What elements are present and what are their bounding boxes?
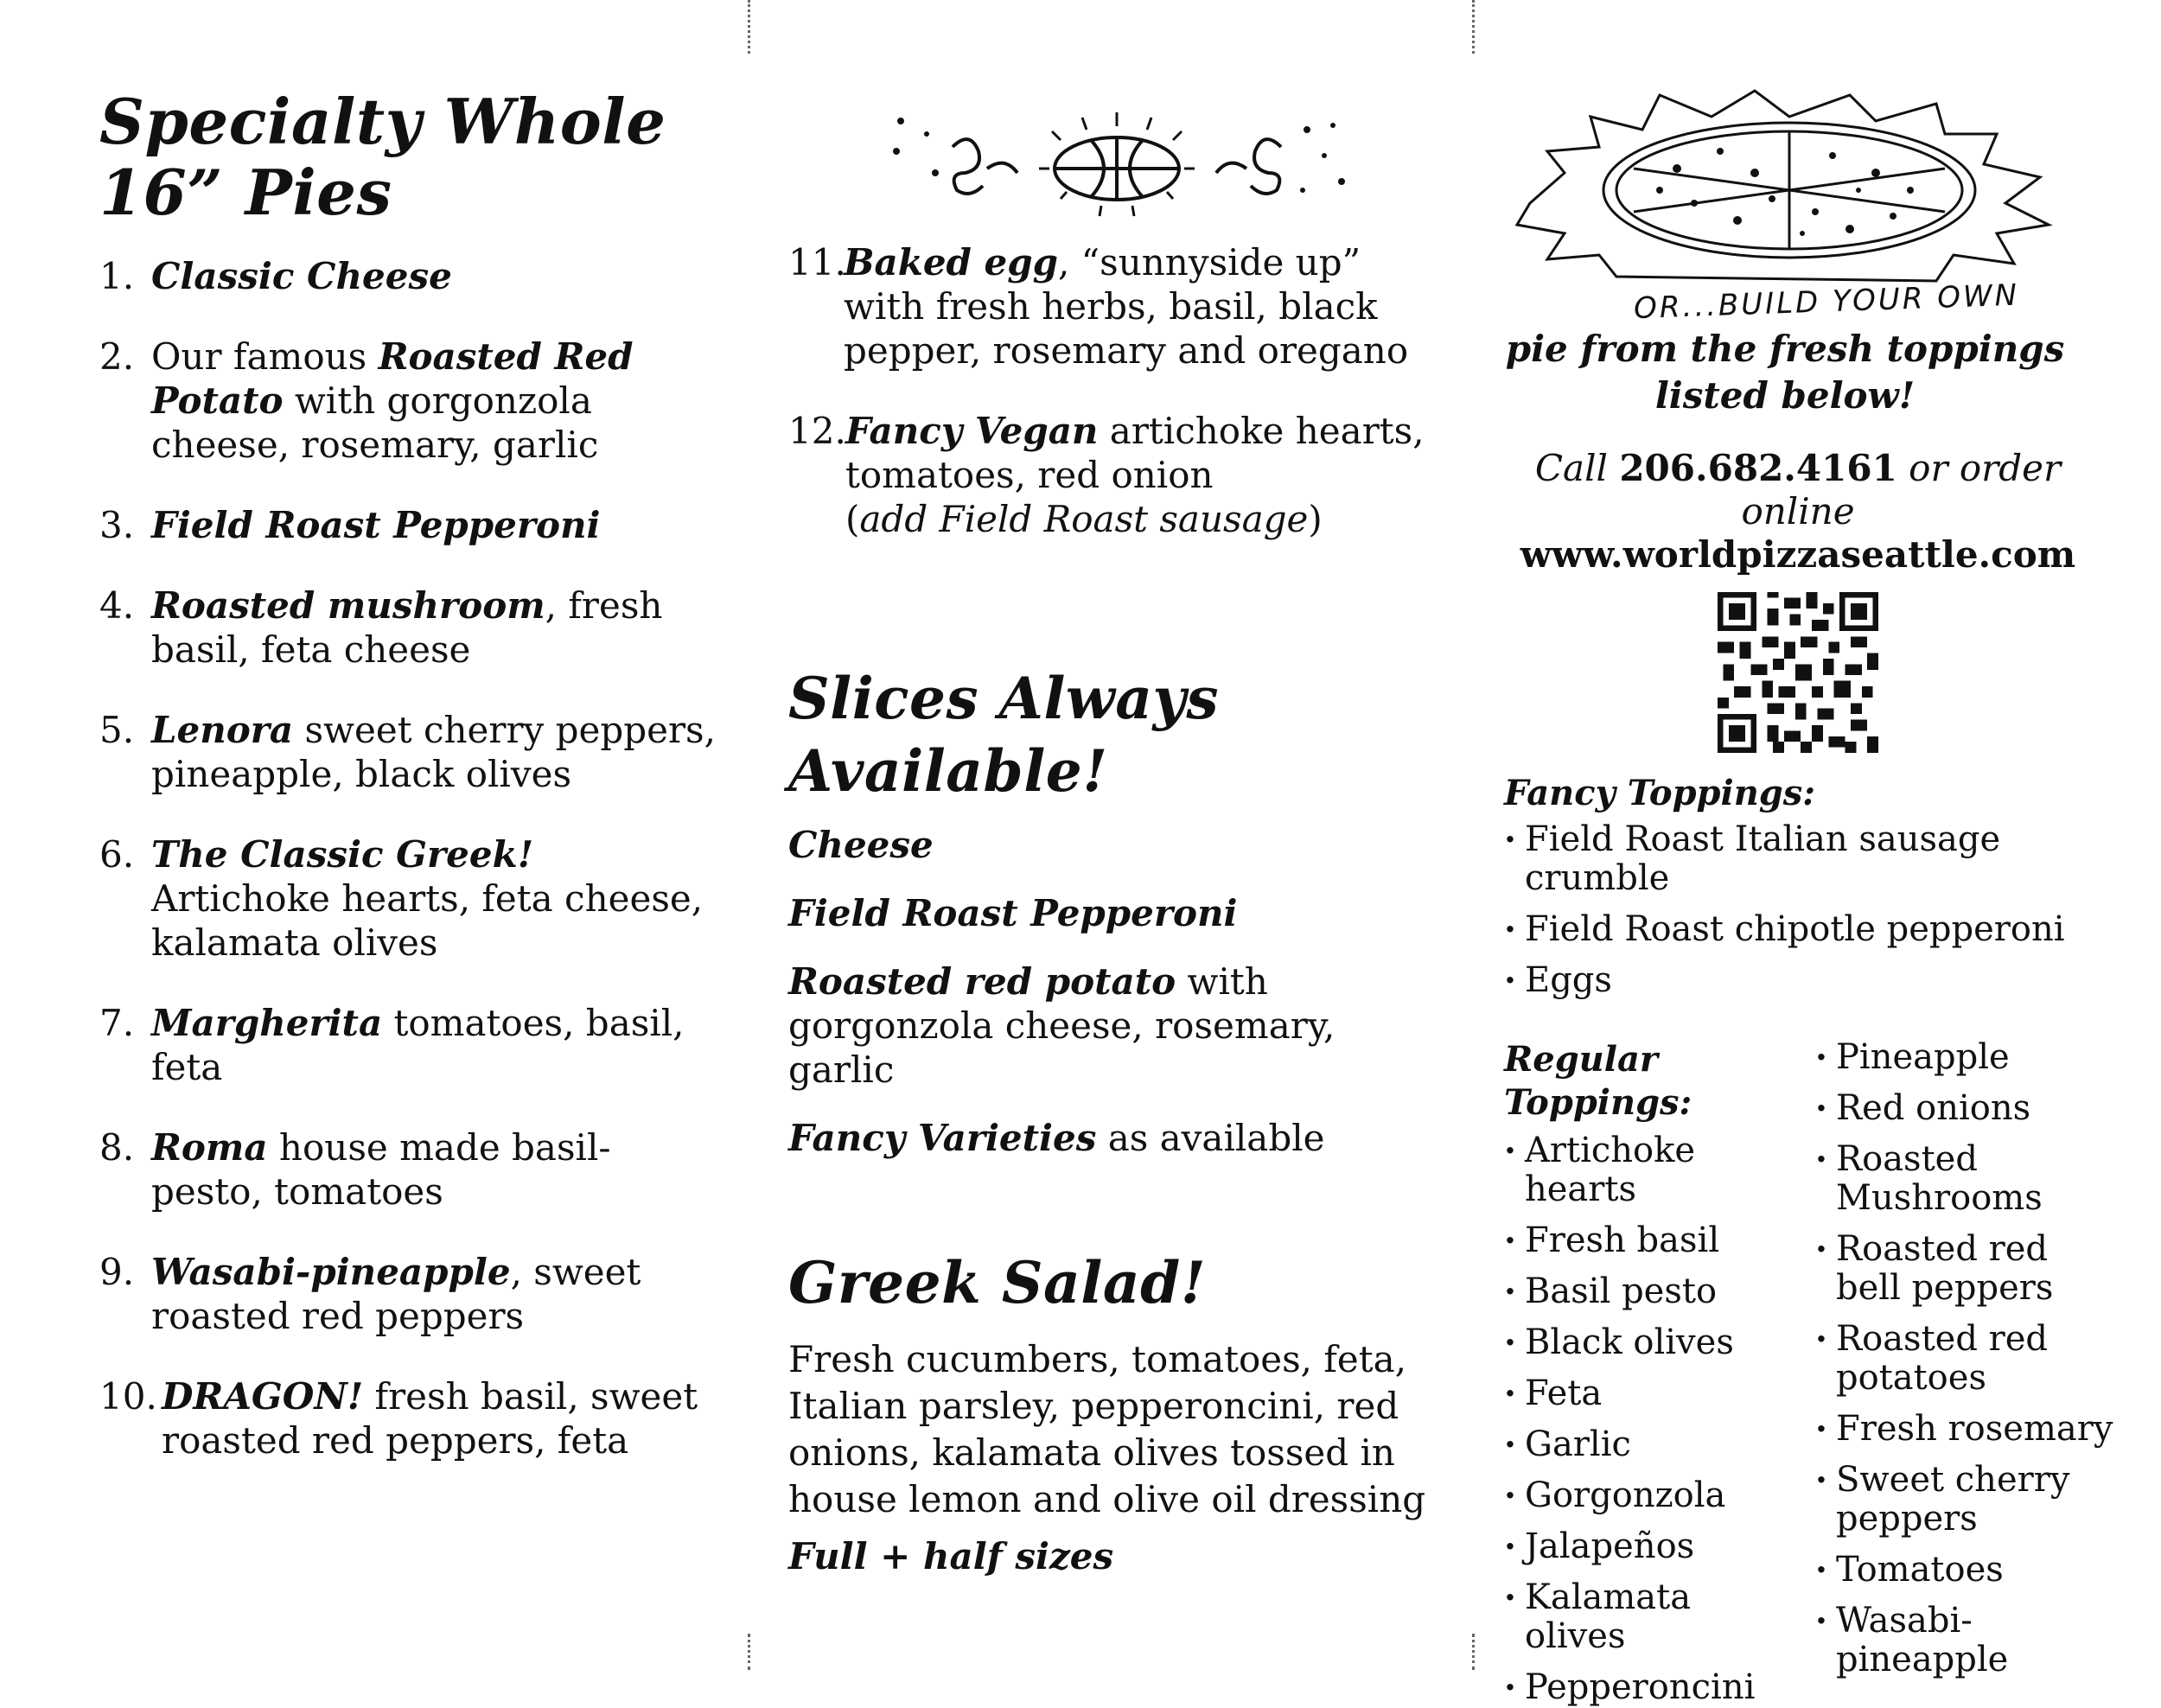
fold-mark-left-top [748,0,750,54]
regular-title-line2: Toppings: [1504,1082,1692,1123]
pie-desc: , sweet roasted red peppers [151,1251,641,1337]
pies-title-line1: Specialty Whole [99,85,666,158]
fancy-toppings [1504,772,2135,1000]
pizza-sketch-icon [1504,82,2066,290]
slice-cheese: Cheese [788,824,934,866]
pie-item-4 [99,583,722,672]
list-item: · Roasted red potatoes [1815,1320,2113,1398]
item-number: 1. [99,255,135,297]
list-item: · Tomatoes [1815,1551,2113,1590]
slice-potato-name: Roasted red potato [788,960,1176,1003]
pie-desc: sweet cherry peppers, pineapple, black olives [151,709,716,795]
item-number: 3. [99,504,135,546]
pie-desc: with gorgonzola cheese, rosemary, garlic [151,379,599,466]
list-item: · Eggs [1504,961,2135,1000]
list-item: · Red onions [1815,1089,2113,1128]
pie-item-12 [788,409,1445,541]
list-item: · Field Roast chipotle pepperoni [1504,910,2135,949]
list-item: · Gorgonzola [1504,1476,1802,1515]
contact-info [1504,447,2092,577]
pie-name: Baked egg [844,241,1058,284]
pie-pre: Our famous [151,335,379,378]
middle-column [788,95,1445,1580]
order-text: or order online [1741,447,2062,532]
pie-item-5 [99,708,722,796]
slice-fancy-name: Fancy Varieties [788,1117,1097,1159]
regular-title-line1: Regular [1504,1039,1658,1080]
pie-name: Wasabi-pineapple [151,1251,511,1293]
regular-toppings-list-1 [1504,1131,1802,1707]
item-number: 11. [788,241,846,284]
globe-ornament-icon [875,95,1359,225]
pie-desc: Artichoke hearts, feta cheese, kalamata olives [151,877,704,964]
pie-name: The Classic Greek! [151,833,534,876]
phone-number[interactable]: 206.682.4161 [1619,447,1897,489]
list-item: · Pepperoncini [1504,1668,1802,1707]
salad-sizes: Full + half sizes [788,1535,1114,1577]
list-item: · Field Roast Italian sausage crumble [1504,820,2135,898]
pie-item-2 [99,335,722,467]
regular-col2 [1815,1038,2113,1679]
fancy-toppings-list [1504,820,2135,1000]
list-item: · Wasabi-pineapple [1815,1602,2113,1679]
paren-close: ) [1308,498,1323,540]
paren-open: ( [845,498,860,540]
pie-name: Classic Cheese [151,255,452,297]
pie-item-10 [99,1374,722,1463]
call-word: Call [1534,447,1608,489]
pie-desc: fresh basil, sweet roasted red peppers, feta [162,1375,698,1462]
list-item: · Artichoke hearts [1504,1131,1802,1209]
item-number: 4. [99,584,135,627]
pies-list-continued [788,240,1445,541]
list-item: · Roasted red bell peppers [1815,1230,2113,1308]
fold-mark-left-bottom [748,1634,750,1670]
pie-item-6 [99,832,722,965]
pie-item-3 [99,503,722,547]
qr-code-icon[interactable] [1718,592,1878,753]
slice-fancy-desc: as available [1096,1117,1325,1159]
list-item: · Roasted Mushrooms [1815,1140,2113,1218]
build-line1: pie from the fresh toppings [1505,328,2065,370]
pie-desc: , fresh basil, feta cheese [151,584,663,671]
slice-potato-desc: with gorgonzola cheese, rosemary, garlic [788,960,1335,1091]
pies-list [99,254,722,1463]
website-link[interactable]: www.worldpizzaseattle.com [1520,533,2076,576]
slice-fancy [788,1116,1445,1160]
pie-name: Roasted Red Potato [151,335,634,422]
pie-name: Roasted mushroom [151,584,545,627]
pie-name: Margherita [151,1002,383,1044]
pie-item-1 [99,254,722,298]
build-line2: listed below! [1654,374,1916,417]
fold-mark-right-bottom [1472,1634,1475,1670]
build-your-own-label: OR...BUILD YOUR OWN [1633,277,2020,327]
list-item: · Jalapeños [1504,1527,1802,1566]
regular-toppings-list-2 [1815,1038,2113,1679]
pie-name: Lenora [151,709,294,751]
pie-extra: add Field Roast sausage [859,498,1309,540]
regular-col1 [1504,1038,1802,1707]
list-item: · Fresh rosemary [1815,1410,2113,1449]
slice-pepperoni: Field Roast Pepperoni [788,892,1238,934]
list-item: · Fresh basil [1504,1221,1802,1260]
pie-name: DRAGON! [162,1375,364,1418]
slices-list [788,823,1445,1160]
salad-title: Greek Salad! [788,1249,1207,1316]
pie-name: Field Roast Pepperoni [151,504,601,546]
list-item: · Kalamata olives [1504,1578,1802,1656]
pie-name: Roma [151,1126,268,1169]
list-item: · Feta [1504,1374,1802,1413]
list-item: · Black olives [1504,1323,1802,1362]
pies-column [99,86,722,1463]
pie-desc: house made basil-pesto, tomatoes [151,1126,611,1213]
phone-line [1504,447,2092,533]
pies-title-line2: 16” Pies [99,156,392,229]
regular-toppings [1504,1037,2135,1707]
item-number: 6. [99,833,135,876]
item-number: 7. [99,1002,135,1044]
slices-title [788,662,1445,807]
fancy-toppings-title: Fancy Toppings: [1504,773,1816,813]
pies-title [99,86,722,228]
item-number: 5. [99,709,135,751]
item-number: 12. [788,410,846,452]
item-number: 10. [99,1375,157,1418]
pie-desc: artichoke hearts, tomatoes, red onion [845,410,1425,496]
pie-item-7 [99,1001,722,1089]
list-item: · Garlic [1504,1425,1802,1464]
item-number: 9. [99,1251,135,1293]
item-number: 2. [99,335,135,378]
slices-title-line2: Available! [788,737,1108,805]
list-item: · Sweet cherry peppers [1815,1461,2113,1539]
list-item: · Basil pesto [1504,1272,1802,1311]
pie-desc: , “sunnyside up” with fresh herbs, basil, black pepper, rosemary and oregano [844,241,1409,372]
pie-desc: tomatoes, basil, feta [151,1002,685,1088]
pie-name: Fancy Vegan [845,410,1099,452]
regular-toppings-title [1504,1038,1802,1125]
slice-potato [788,959,1445,1092]
salad-description: Fresh cucumbers, tomatoes, feta, Italian parsley, pepperoncini, red onions, kalamata olives tossed in house lemon and olive oil dressing [788,1338,1426,1520]
pie-item-9 [99,1250,722,1338]
list-item: · Pineapple [1815,1038,2113,1077]
slices-title-line1: Slices Always [788,665,1219,732]
build-text [1504,326,2066,419]
fold-mark-right-top [1472,0,1475,54]
pie-item-11 [788,240,1445,373]
right-column [1504,82,2135,1707]
pie-item-8 [99,1125,722,1214]
item-number: 8. [99,1126,135,1169]
